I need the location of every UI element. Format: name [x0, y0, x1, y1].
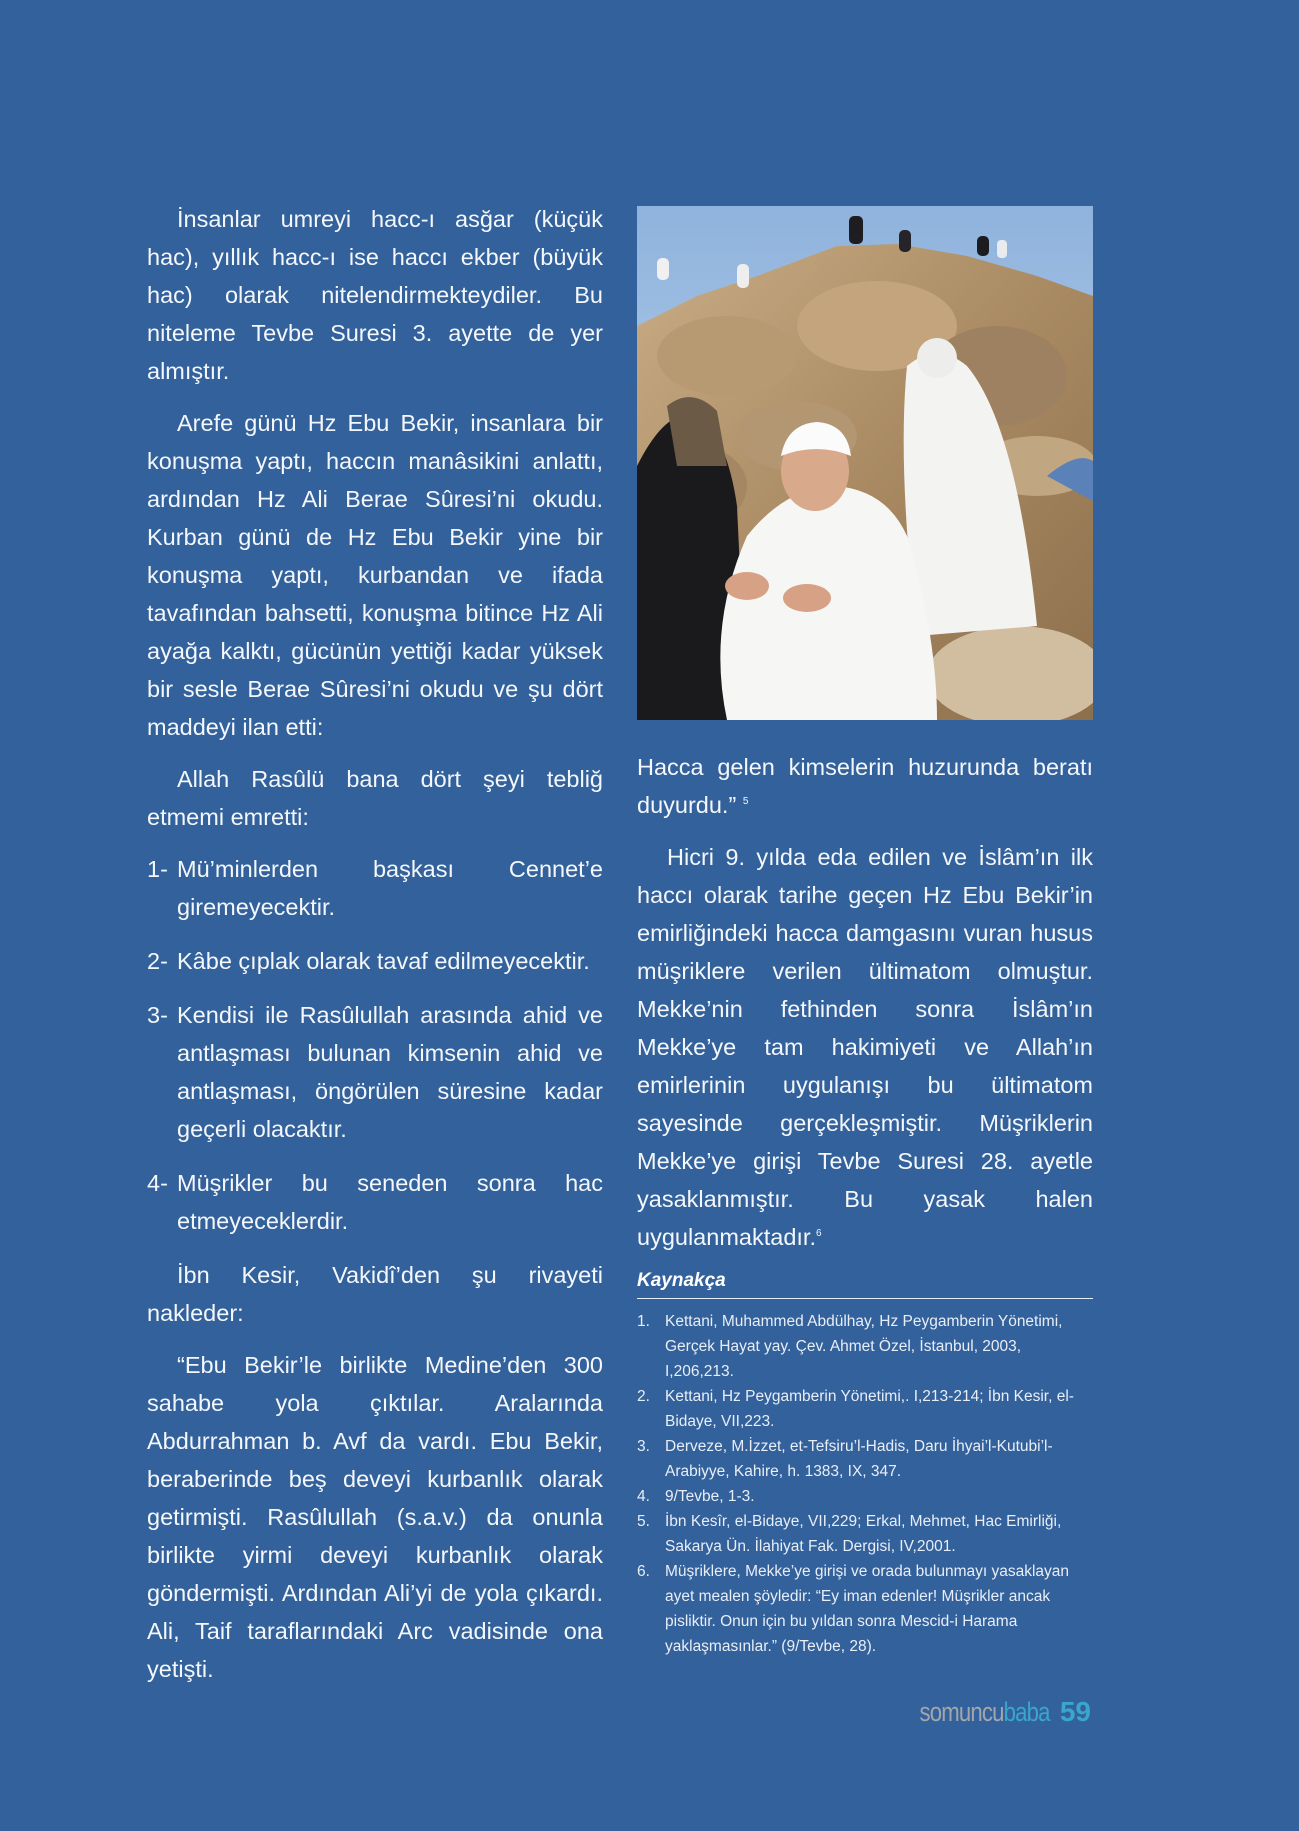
right-column — [637, 748, 1093, 1659]
magazine-logo — [920, 1697, 1050, 1728]
reference-text: Kettani, Hz Peygamberin Yönetimi,. I,213-214; İbn Kesir, el-Bidaye, VII,223. — [665, 1388, 1074, 1430]
footnote-ref[interactable]: 6 — [815, 1228, 822, 1240]
list-item — [147, 996, 603, 1148]
reference-item — [637, 1484, 1093, 1509]
reference-number: 3. — [637, 1438, 650, 1455]
footnote-ref[interactable]: 5 — [742, 796, 749, 808]
paragraph-text: Hacca gelen kimselerin huzurunda beratı duyurdu.” — [637, 754, 1093, 818]
pilgrim-photo — [637, 206, 1093, 720]
page-footer — [891, 1696, 1091, 1736]
list-text: Kendisi ile Rasûlullah arasında ahid ve antlaşması bulunan kimsenin ahid ve antlaşması, öngörülen süresine kadar geçerli olacaktır. — [177, 1002, 603, 1142]
logo-part: somuncu — [919, 1697, 1004, 1727]
list-item — [147, 850, 603, 926]
references-list — [637, 1309, 1093, 1659]
reference-text: İbn Kesîr, el-Bidaye, VII,229; Erkal, Mehmet, Hac Emirliği, Sakarya Ün. İlahiyat Fak. Dergisi, IV,2001. — [665, 1513, 1062, 1555]
reference-item — [637, 1559, 1093, 1659]
paragraph — [637, 838, 1093, 1256]
logo-part: baba — [1003, 1697, 1050, 1727]
reference-item — [637, 1384, 1093, 1434]
reference-text: 9/Tevbe, 1-3. — [665, 1488, 755, 1505]
paragraph — [637, 748, 1093, 824]
paragraph: Allah Rasûlü bana dört şeyi tebliğ etmemi emretti: — [147, 766, 603, 830]
paragraph: “Ebu Bekir’le birlikte Medine’den 300 sahabe yola çıktılar. Aralarında Abdurrahman b. Avf da vardı. Ebu Bekir, beraberinde beş deveyi kurbanlık olarak getirmişti. Rasûlullah (s.a.v.) da onunla birlikte yirmi deveyi kurbanlık olarak göndermişti. Ardından Ali’yi de yola çıkardı. Ali, Taif taraflarındaki Arc vadisinde ona yetişti. — [147, 1352, 603, 1682]
list-item — [147, 1164, 603, 1240]
paragraph-text: Hicri 9. yılda eda edilen ve İslâm’ın ilk haccı olarak tarihe geçen Hz Ebu Bekir’in emirliğindeki hacca damgasını vuran husus müşriklere verilen ültimatom olmuştur. Mekke’nin fethinden sonra İslâm’ın Mekke’ye tam hakimiyeti ve Allah’ın emirlerinin uygulanışı bu ültimatom sayesinde gerçekleşmiştir. Müşriklerin Mekke’ye girişi Tevbe Suresi 28. ayetle yasaklanmıştır. Bu yasak halen uygulanmaktadır. — [637, 844, 1093, 1250]
list-number: 4- — [147, 1170, 168, 1196]
page-number: 59 — [1059, 1696, 1091, 1727]
reference-number: 2. — [637, 1388, 650, 1405]
list-number: 3- — [147, 1002, 168, 1028]
reference-item — [637, 1309, 1093, 1384]
list-number: 1- — [147, 856, 168, 882]
paragraph: İbn Kesir, Vakidî’den şu rivayeti nakleder: — [147, 1262, 603, 1326]
reference-number: 4. — [637, 1488, 650, 1505]
reference-item — [637, 1434, 1093, 1484]
reference-item — [637, 1509, 1093, 1559]
list-text: Mü’minlerden başkası Cennet’e giremeyecektir. — [177, 856, 603, 920]
reference-number: 5. — [637, 1513, 650, 1530]
reference-number: 1. — [637, 1313, 650, 1330]
reference-text: Kettani, Muhammed Abdülhay, Hz Peygamberin Yönetimi, Gerçek Hayat yay. Çev. Ahmet Özel, İstanbul, 2003, I,206,213. — [665, 1313, 1063, 1380]
reference-text: Derveze, M.İzzet, et-Tefsiru’l-Hadis, Daru İhyai’l-Kutubi’l-Arabiyye, Kahire, h. 1383, IX, 347. — [665, 1438, 1053, 1480]
paragraph: Arefe günü Hz Ebu Bekir, insanlara bir konuşma yaptı, haccın manâsikini anlattı, ardından Hz Ali Berae Sûresi’ni okudu. Kurban günü de Hz Ebu Bekir yine bir konuşma yaptı, kurbandan ve ifada tavafından bahsetti, konuşma bitince Hz Ali ayağa kalktı, gücünün yettiği kadar yüksek bir sesle Berae Sûresi’ni okudu ve şu dört maddeyi ilan etti: — [147, 410, 603, 740]
list-text: Kâbe çıplak olarak tavaf edilmeyecektir. — [177, 948, 590, 974]
list-number: 2- — [147, 948, 168, 974]
references-title: Kaynakça — [637, 1270, 1093, 1299]
reference-text: Müşriklere, Mekke’ye girişi ve orada bulunmayı yasaklayan ayet mealen şöyledir: “Ey iman edenler! Müşrikler ancak pisliktir. Onun için bu yıldan sonra Mescid-i Harama yaklaşmasınlar.” (9/Tevbe, 28). — [665, 1563, 1070, 1655]
list-item — [147, 942, 603, 980]
paragraph: İnsanlar umreyi hacc-ı asğar (küçük hac), yıllık hacc-ı ise haccı ekber (büyük hac) olarak nitelendirmekteydiler. Bu niteleme Tevbe Suresi 3. ayette de yer almıştır. — [147, 206, 603, 384]
left-column — [147, 200, 603, 1702]
list-text: Müşrikler bu seneden sonra hac etmeyeceklerdir. — [177, 1170, 603, 1234]
reference-number: 6. — [637, 1563, 650, 1580]
numbered-list — [147, 850, 603, 1240]
